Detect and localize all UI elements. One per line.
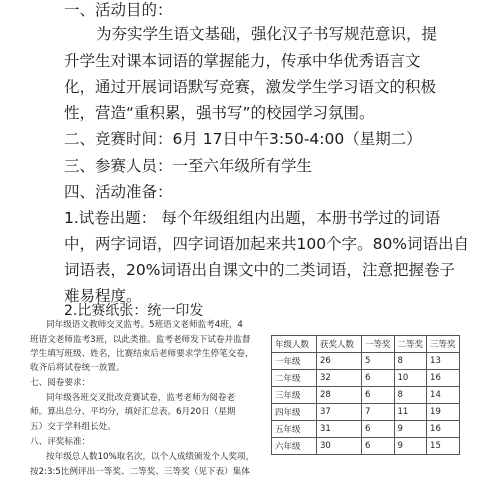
prep-line: 难易程度。 bbox=[64, 287, 142, 305]
table-cell: 6 bbox=[362, 387, 395, 404]
note-line: 收齐后将试卷统一放置。 bbox=[30, 363, 125, 373]
table-cell: 31 bbox=[317, 421, 362, 438]
table-cell: 8 bbox=[394, 387, 427, 404]
note-heading: 八、评奖标准： bbox=[30, 437, 91, 447]
table-cell: 9 bbox=[394, 438, 427, 455]
heading-participants: 三、参赛人员：一至六年级所有学生 bbox=[64, 157, 313, 175]
table-cell: 8 bbox=[394, 353, 427, 370]
table-cell: 一年级 bbox=[272, 353, 317, 370]
table-cell: 6 bbox=[362, 438, 395, 455]
table-cell: 19 bbox=[427, 404, 460, 421]
prep-line: 中，两字词语，四字词语加起来共100个字。80%词语出自 bbox=[64, 235, 470, 253]
table-header-cell: 年级人数 bbox=[272, 336, 317, 353]
award-table bbox=[271, 335, 460, 455]
note-line: 按2:3:5比例评出一等奖、二等奖、三等奖（见下表）集体 bbox=[30, 467, 250, 477]
table-cell: 14 bbox=[427, 387, 460, 404]
note-heading: 七、阅卷要求： bbox=[30, 378, 91, 388]
table-header-cell: 一等奖 bbox=[362, 336, 395, 353]
table-cell: 13 bbox=[427, 353, 460, 370]
table-cell: 7 bbox=[362, 404, 395, 421]
table-cell: 六年级 bbox=[272, 438, 317, 455]
table-row bbox=[272, 353, 460, 370]
table-cell: 28 bbox=[317, 387, 362, 404]
table-cell: 6 bbox=[362, 421, 395, 438]
table-cell: 10 bbox=[394, 370, 427, 387]
table-row bbox=[272, 438, 460, 455]
purpose-line: 化，通过开展词语默写竞赛，激发学生学习语文的积极 bbox=[64, 78, 437, 96]
note-line: 班语文老师监考3班，以此类推。监考老师发下试卷并监督 bbox=[30, 335, 251, 345]
table-header-cell: 二等奖 bbox=[394, 336, 427, 353]
heading-time: 二、竞赛时间：6月 17日中午3:50-4:00（星期二） bbox=[64, 130, 422, 148]
table-cell: 二年级 bbox=[272, 370, 317, 387]
table-cell: 26 bbox=[317, 353, 362, 370]
note-line: 同年级语文教师交叉监考。5班语文老师监考4班，4 bbox=[46, 320, 243, 330]
note-line: 师。算出总分、平均分，填好汇总表。6月20日（星期 bbox=[30, 407, 236, 417]
purpose-line: 性，营造“重积累，强书写”的校园学习氛围。 bbox=[64, 104, 375, 122]
table-cell: 15 bbox=[427, 438, 460, 455]
table-header-cell: 三等奖 bbox=[427, 336, 460, 353]
table-cell: 37 bbox=[317, 404, 362, 421]
table-cell: 16 bbox=[427, 370, 460, 387]
table-cell: 5 bbox=[362, 353, 395, 370]
table-cell: 6 bbox=[362, 370, 395, 387]
table-cell: 16 bbox=[427, 421, 460, 438]
table-row bbox=[272, 421, 460, 438]
note-line: 学生填写班级、姓名，比赛结束后老师要求学生停笔交卷， bbox=[30, 349, 254, 359]
heading-preparation: 四、活动准备： bbox=[64, 183, 173, 201]
paper-line: 2.比赛纸张：统一印发 bbox=[64, 303, 204, 319]
purpose-line: 为夯实学生语文基础，强化汉子书写规范意识，提 bbox=[96, 25, 438, 43]
table-cell: 五年级 bbox=[272, 421, 317, 438]
table-row bbox=[272, 370, 460, 387]
note-line: 按年级总人数10%取名次，以个人成绩颁发个人奖项， bbox=[46, 452, 255, 462]
table-cell: 32 bbox=[317, 370, 362, 387]
table-cell: 11 bbox=[394, 404, 427, 421]
purpose-line: 升学生对课本词语的掌握能力，传承中华优秀语言文 bbox=[64, 52, 421, 70]
table-cell: 四年级 bbox=[272, 404, 317, 421]
table-header-row bbox=[272, 336, 460, 353]
table-cell: 30 bbox=[317, 438, 362, 455]
note-line: 五）交于学科组长处。 bbox=[30, 422, 116, 432]
table-header-cell: 获奖人数 bbox=[317, 336, 362, 353]
heading-purpose: 一、活动目的： bbox=[64, 1, 173, 19]
note-line: 同年级各班交叉批改竞赛试卷，监考老师为阅卷老 bbox=[46, 393, 236, 403]
table-row bbox=[272, 404, 460, 421]
table-cell: 三年级 bbox=[272, 387, 317, 404]
prep-line: 1.试卷出题： 每个年级组组内出题，本册书学过的词语 bbox=[64, 209, 441, 227]
prep-line: 词语表，20%词语出自课文中的二类词语，注意把握卷子 bbox=[64, 261, 455, 279]
table-row bbox=[272, 387, 460, 404]
table-cell: 9 bbox=[394, 421, 427, 438]
